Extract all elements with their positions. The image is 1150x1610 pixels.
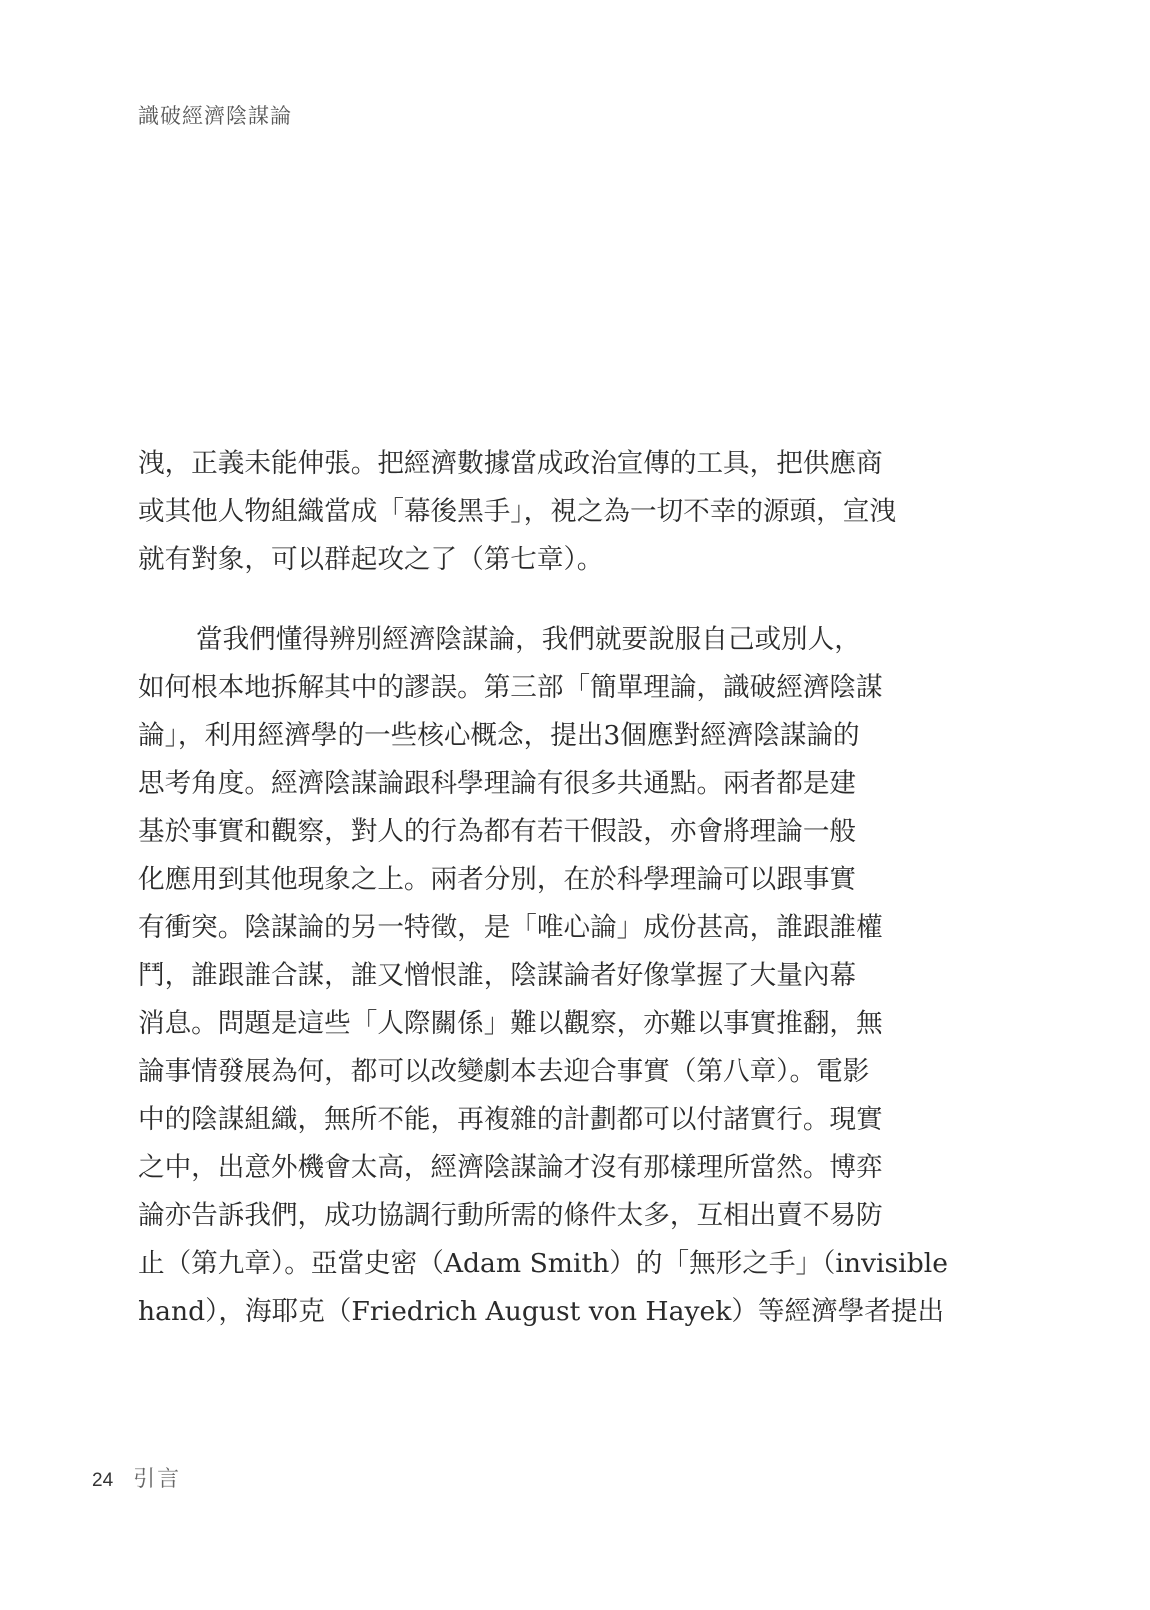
page-footer: [92, 1462, 181, 1493]
paragraph-gap: [138, 584, 938, 616]
paragraph: [138, 616, 948, 1336]
text-line: 思考角度。經濟陰謀論跟科學理論有很多共通點。兩者都是建: [138, 768, 857, 799]
chapter-name: 引言: [133, 1467, 182, 1492]
page-number: 24: [92, 1470, 114, 1491]
text-line: 中的陰謀組織，無所不能，再複雜的計劃都可以付諸實行。現實: [138, 1104, 883, 1135]
text-line: 有衝突。陰謀論的另一特徵，是「唯心論」成份甚高，誰跟誰權: [138, 912, 883, 943]
running-head-title: 識破經濟陰謀論: [138, 104, 292, 128]
text-line: 論」，利用經濟學的一些核心概念，提出3個應對經濟陰謀論的: [138, 720, 860, 751]
text-line: 論事情發展為何，都可以改變劇本去迎合事實（第八章）。電影: [138, 1056, 870, 1087]
text-line: 當我們懂得辨別經濟陰謀論，我們就要說服自己或別人，: [196, 624, 861, 655]
text-line: 鬥，誰跟誰合謀，誰又憎恨誰，陰謀論者好像掌握了大量內幕: [138, 960, 857, 991]
text-line: 洩，正義未能伸張。把經濟數據當成政治宣傳的工具，把供應商: [138, 448, 883, 479]
text-line: 就有對象，可以群起攻之了（第七章）。: [138, 544, 604, 575]
text-line: 論亦告訴我們，成功協調行動所需的條件太多，互相出賣不易防: [138, 1200, 883, 1231]
paragraph: [138, 440, 938, 584]
text-line: 如何根本地拆解其中的謬誤。第三部「簡單理論，識破經濟陰謀: [138, 672, 883, 703]
text-line: 消息。問題是這些「人際關係」難以觀察，亦難以事實推翻，無: [138, 1008, 883, 1039]
text-line: 或其他人物組織當成「幕後黑手」，視之為一切不幸的源頭，宣洩: [138, 496, 896, 527]
text-line: 之中，出意外機會太高，經濟陰謀論才沒有那樣理所當然。博弈: [138, 1152, 883, 1183]
text-line: 止（第九章）。亞當史密（Adam Smith）的「無形之手」（invisible: [138, 1248, 948, 1279]
body-text: [138, 440, 948, 1336]
text-line: 基於事實和觀察，對人的行為都有若干假設，亦會將理論一般: [138, 816, 857, 847]
text-line: 化應用到其他現象之上。兩者分別，在於科學理論可以跟事實: [138, 864, 857, 895]
text-line: hand），海耶克（Friedrich August von Hayek）等經濟學者提出: [138, 1296, 945, 1327]
